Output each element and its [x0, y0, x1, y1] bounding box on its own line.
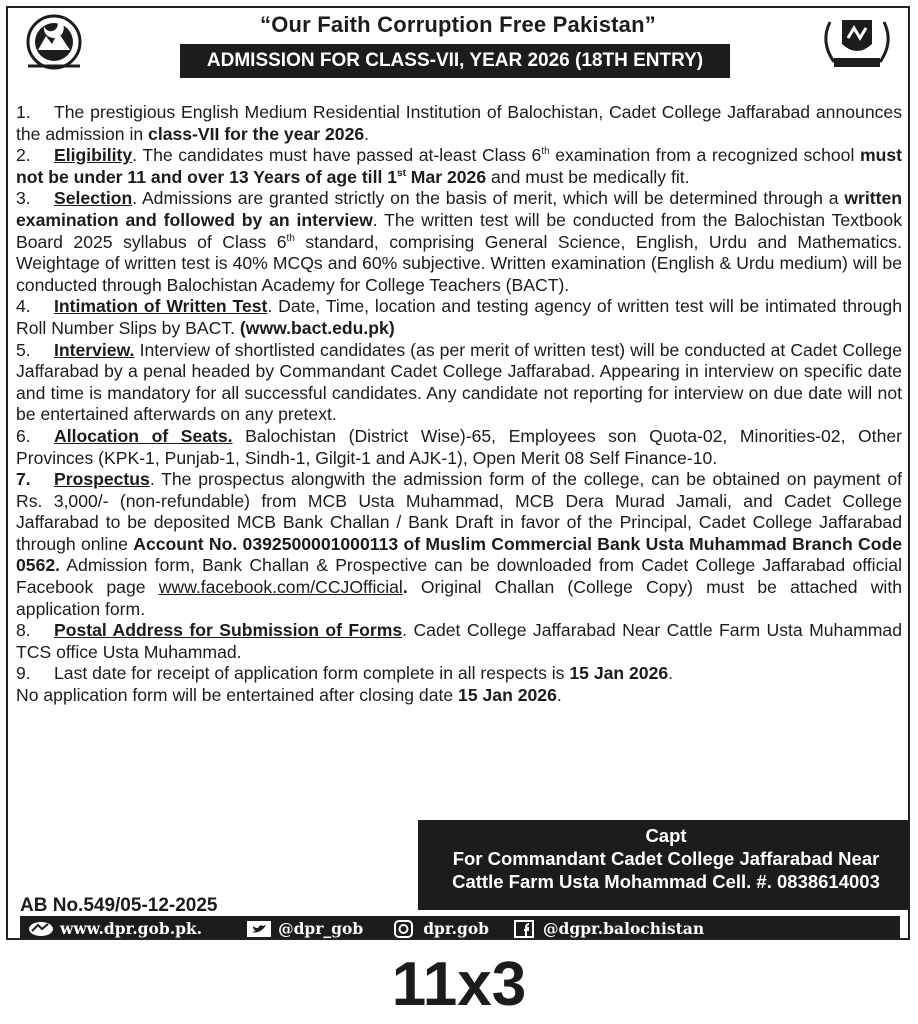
paragraph-3: 3. Selection. Admissions are granted strictly on the basis of merit, which will be determined through a written examination and followed by an interview. The written test will be conducted from the Balochistan Textbook Board 2025 syllabus of Class 6th standard, comprising General Science, English, Urdu and Mathematics. Weightage of written test is 40% MCQs and 60% subjective. Written examination (English & Urdu medium) will be conducted through Balochistan Academy for College Teachers (BACT).	[16, 188, 903, 295]
paragraph-number: 3.	[16, 188, 31, 209]
paragraph-6: 6. Allocation of Seats. Balochistan (District Wise)-65, Employees son Quota-02, Minorities-02, Other Provinces (KPK-1, Punjab-1, Sindh-1, Gilgit-1 and AJK-1), Open Merit 08 Self Finance-10.	[16, 425, 903, 468]
paragraph-number: 9.	[16, 663, 31, 684]
ad-size-code: 11x3	[391, 950, 527, 1019]
bank-account: Account No. 0392500001000113 of Muslim Commercial Bank Usta Muhammad Branch Code 0562.	[16, 533, 902, 576]
paragraph-number: 8.	[16, 620, 31, 641]
prospectus-heading: Prospectus	[54, 469, 150, 490]
twitter-icon	[246, 920, 272, 938]
seats-heading: Allocation of Seats.	[54, 425, 233, 446]
admission-banner: ADMISSION FOR CLASS-VII, YEAR 2026 (18TH ENTRY)	[180, 44, 730, 78]
postal-address-heading: Postal Address for Submission of Forms	[54, 620, 403, 641]
paragraph-number: 2.	[16, 145, 31, 166]
footer-bar	[20, 916, 900, 940]
eligibility-heading: Eligibility	[54, 145, 133, 166]
signature-title: For Commandant Cadet College Jaffarabad Near	[452, 848, 880, 869]
signature-contact: Cattle Farm Usta Mohammad Cell. #. 0838614003	[452, 871, 880, 892]
paragraph-number: 6.	[16, 425, 31, 446]
paragraph-number: 1.	[16, 102, 31, 122]
selection-heading: Selection	[54, 188, 133, 209]
paragraph-number: 7.	[16, 469, 31, 490]
facebook-page-link[interactable]: www.facebook.com/CCJOfficial	[158, 577, 403, 598]
paragraph-4: 4. Intimation of Written Test. Date, Time, location and testing agency of written test will be intimated through Roll Number Slips by BACT. (www.bact.edu.pk)	[16, 296, 902, 338]
ab-number: AB No.549/05-12-2025	[20, 895, 218, 916]
paragraph-8: 8. Postal Address for Submission of Forms. Cadet College Jaffarabad Near Cattle Farm Usta Muhammad TCS office Usta Muhammad.	[16, 620, 902, 662]
dpr-logo-icon	[28, 920, 54, 938]
paragraph-9: 9. Last date for receipt of application form complete in all respects is 15 Jan 2026.	[16, 663, 674, 684]
signature-block	[418, 820, 910, 910]
interview-heading: Interview.	[54, 339, 135, 360]
paragraph-number: 5.	[16, 339, 31, 360]
notice-body	[16, 102, 902, 707]
footer-twitter[interactable]: @dpr_gob	[238, 916, 371, 940]
paragraph-1: 1. The prestigious English Medium Residential Institution of Balochistan, Cadet College Jaffarabad announces the admission in class-VII for the year 2026.	[16, 102, 902, 144]
paragraph-2: 2. Eligibility. The candidates must have passed at-least Class 6th examination from a recognized school must not be under 11 and over 13 Years of age till 1st Mar 2026 and must be medically fit.	[16, 145, 902, 187]
paragraph-5: 5. Interview. Interview of shortlisted candidates (as per merit of written test) will be conducted at Cadet College Jaffarabad by a penal headed by Commandant Cadet College Jaffarabad. Appearing in interview on specific date and time is mandatory for all successful candidates. Any candidate not reporting for interview on due date will not be entertained afterwards on any pretext.	[16, 339, 902, 425]
closing-note: No application form will be entertained after closing date 15 Jan 2026.	[16, 685, 562, 706]
paragraph-number: 4.	[16, 296, 31, 317]
footer-website[interactable]: www.dpr.gob.pk.	[20, 916, 210, 940]
slogan: “Our Faith Corruption Free Pakistan”	[260, 12, 656, 37]
signature-rank: Capt	[645, 825, 687, 846]
closing-date: 15 Jan 2026	[458, 685, 557, 706]
advertisement-frame	[6, 6, 910, 940]
footer-facebook[interactable]: @dgpr.balochistan	[503, 916, 712, 940]
bact-website: (www.bact.edu.pk)	[239, 317, 395, 338]
paragraph-7: 7. Prospectus. The prospectus alongwith the admission form of the college, can be obtained on payment of Rs. 3,000/- (non-refundable) from MCB Usta Muhammad, MCB Dera Murad Jamali, and Cadet College Jaffarabad to be deposited MCB Bank Challan / Bank Draft in favor of the Principal, Cadet College Jaffarabad through online Account No. 0392500001000113 of Muslim Commercial Bank Usta Muhammad Branch Code 0562. Admission form, Bank Challan & Prospective can be downloaded from Cadet College Jaffarabad official Facebook page www.facebook.com/CCJOfficial. Original Challan (College Copy) must be attached with application form.	[16, 469, 903, 619]
last-date: 15 Jan 2026	[569, 663, 669, 684]
footer-instagram[interactable]: dpr.gob	[383, 916, 497, 940]
written-test-heading: Intimation of Written Test	[54, 296, 268, 317]
instagram-icon	[391, 920, 417, 938]
facebook-icon	[511, 920, 537, 938]
